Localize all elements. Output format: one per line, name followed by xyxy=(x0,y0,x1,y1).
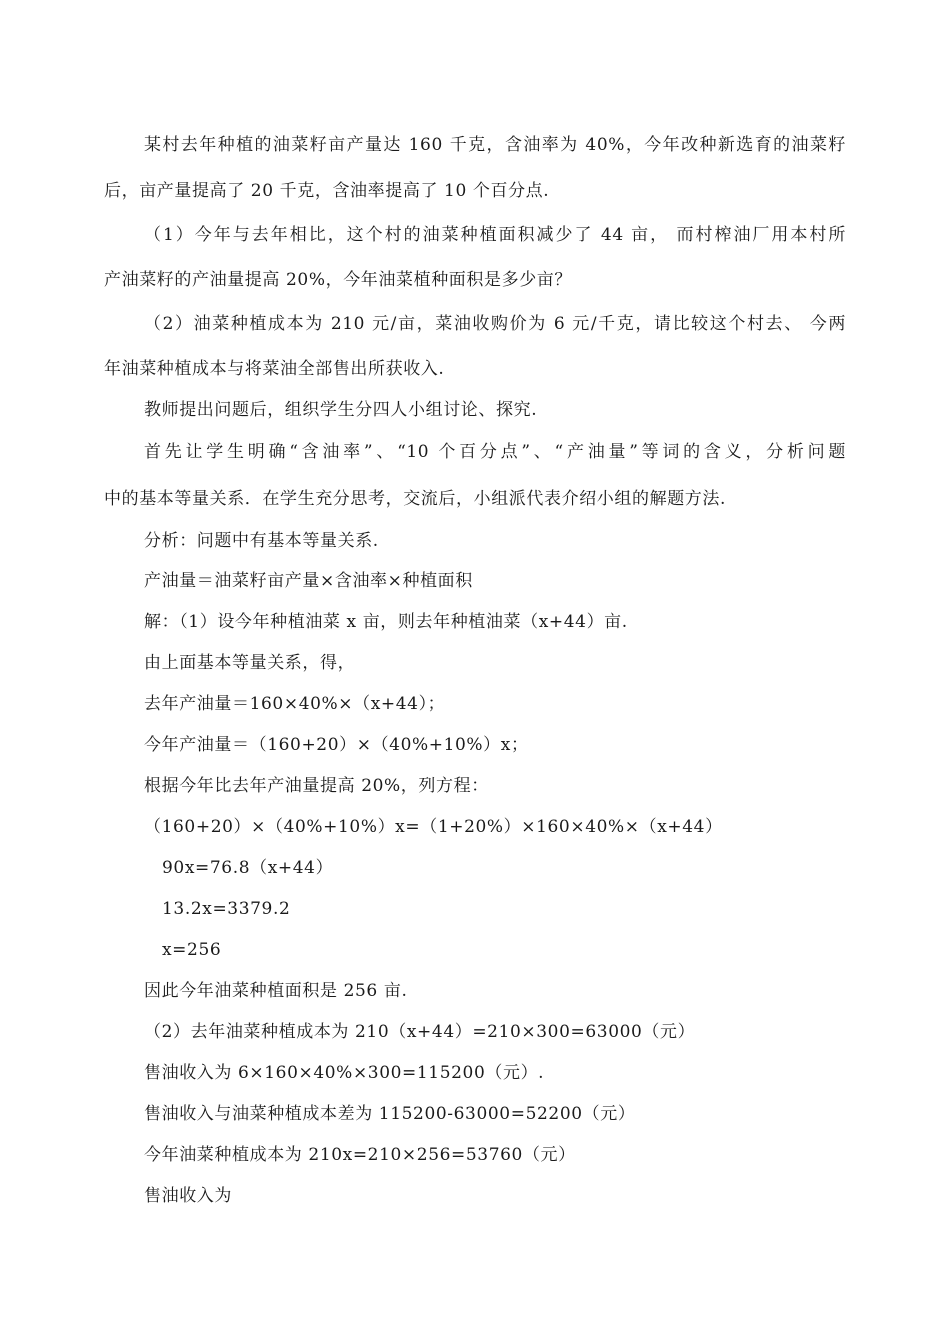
equation-step-1: 90x=76.8（x+44） xyxy=(162,858,334,878)
solution-part2-line-4: 今年油菜种植成本为 210x=210×256=53760（元） xyxy=(144,1145,576,1165)
problem-intro-line1: 某村去年种植的油菜籽亩产量达 160 千克，含油率为 40%，今年改种新选育的油菜籽 xyxy=(144,135,846,155)
question-2-line1: （2）油菜种植成本为 210 元/亩，菜油收购价为 6 元/千克，请比较这个村去、 今两 xyxy=(144,314,846,334)
solution-part2-line-3: 售油收入与油菜种植成本差为 115200-63000=52200（元） xyxy=(144,1104,636,1124)
solution-line-1: 解：（1）设今年种植油菜 x 亩，则去年种植油菜（x+44）亩. xyxy=(144,612,628,632)
question-1-line1: （1）今年与去年相比，这个村的油菜种植面积减少了 44 亩， 而村榨油厂用本村所 xyxy=(144,225,846,245)
problem-intro-line2: 后，亩产量提高了 20 千克，含油率提高了 10 个百分点. xyxy=(104,181,550,201)
solution-line-2: 由上面基本等量关系，得， xyxy=(144,653,356,673)
equation-line: （160+20）×（40%+10%）x=（1+20%）×160×40%×（x+44） xyxy=(144,817,723,837)
solution-conclusion-1: 因此今年油菜种植面积是 256 亩. xyxy=(144,981,408,1001)
equation-step-2: 13.2x=3379.2 xyxy=(162,899,291,919)
solution-part2-line-2: 售油收入为 6×160×40%×300=115200（元）. xyxy=(144,1063,545,1083)
question-1-line2: 产油菜籽的产油量提高 20%，今年油菜植种面积是多少亩？ xyxy=(104,270,572,290)
teaching-para2-line1: 首先让学生明确“含油率”、“10 个百分点”、“产油量”等词的含义，分析问题 xyxy=(144,442,846,462)
analysis-formula: 产油量＝油菜籽亩产量×含油率×种植面积 xyxy=(144,571,473,591)
solution-line-4: 今年产油量＝（160+20）×（40%+10%）x； xyxy=(144,735,529,755)
equation-step-3: x=256 xyxy=(162,940,222,960)
solution-line-3: 去年产油量＝160×40%×（x+44）； xyxy=(144,694,446,714)
analysis-title: 分析：问题中有基本等量关系. xyxy=(144,531,379,551)
teaching-para2-line2: 中的基本等量关系．在学生充分思考，交流后，小组派代表介绍小组的解题方法. xyxy=(104,489,727,509)
question-2-line2: 年油菜种植成本与将菜油全部售出所获收入. xyxy=(104,359,445,379)
solution-part2-line-1: （2）去年油菜种植成本为 210（x+44）=210×300=63000（元） xyxy=(144,1022,696,1042)
solution-part2-line-5: 售油收入为 xyxy=(144,1186,232,1206)
teaching-para1: 教师提出问题后，组织学生分四人小组讨论、探究. xyxy=(144,400,538,420)
solution-line-5: 根据今年比去年产油量提高 20%，列方程： xyxy=(144,776,489,796)
